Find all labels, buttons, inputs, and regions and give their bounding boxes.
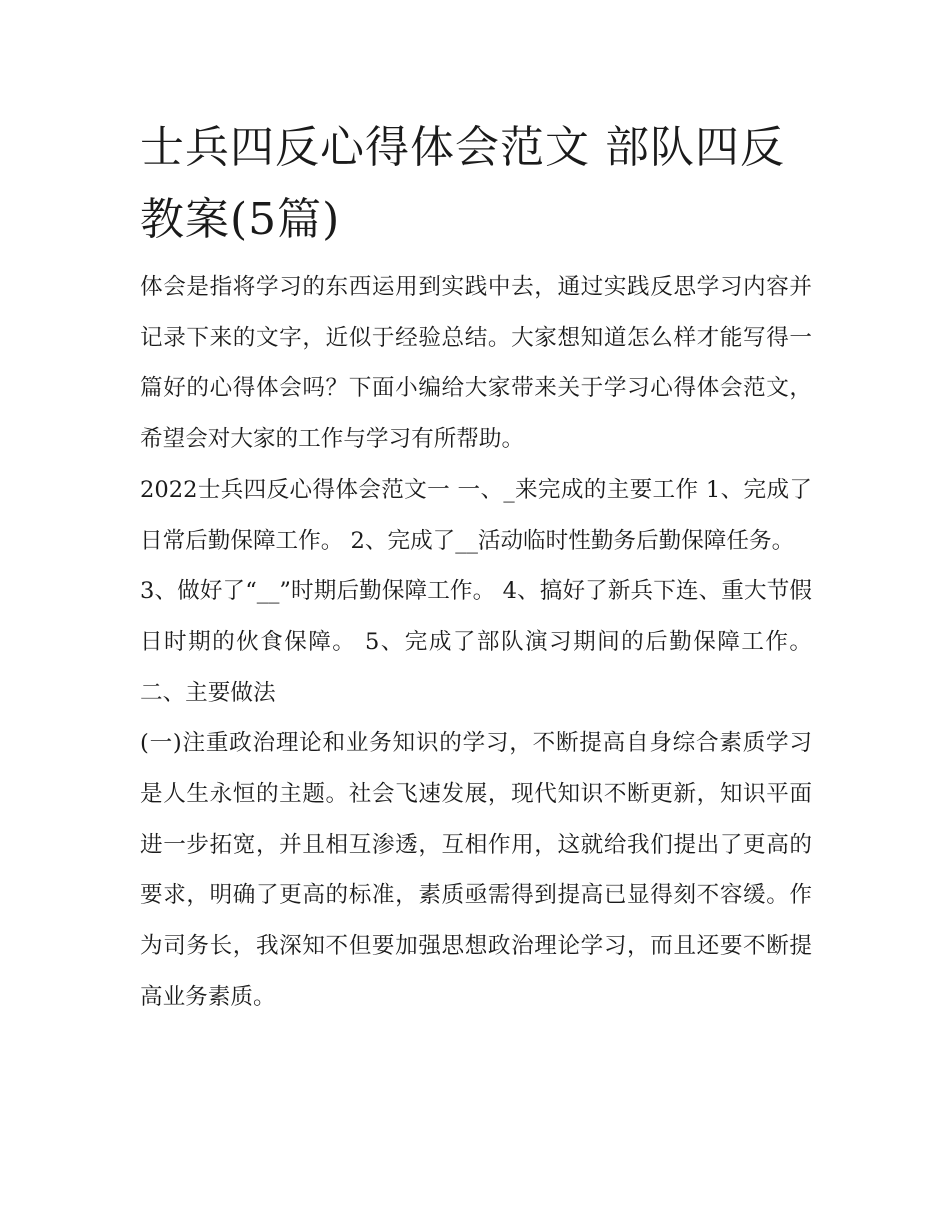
paragraph-work-summary: 2022士兵四反心得体会范文一 一、_来完成的主要工作 1、完成了日常后勤保障工作。 2、完成了__活动临时性勤务后勤保障任务。 <box>140 476 812 554</box>
paragraph-study: (一)注重政治理论和业务知识的学习，不断提高自身综合素质学习是人生永恒的主题。社会飞速发展，现代知识不断更新，知识平面进一步拓宽，并且相互渗透，互相作用，这就给我们提出了更高的要求，明确了更高的标准，素质亟需得到提高已显得刻不容缓。作为司务长，我深知不但要加强思想政治理论学习，而且还要不断提高业务素质。 <box>140 730 812 1010</box>
document-content <box>140 112 812 1023</box>
paragraph-intro: 体会是指将学习的东西运用到实践中去，通过实践反思学习内容并记录下来的文字，近似于经验总结。大家想知道怎么样才能写得一篇好的心得体会吗？下面小编给大家带来关于学习心得体会范文，希望会对大家的工作与学习有所帮助。 <box>140 274 812 453</box>
document-title: 士兵四反心得体会范文 部队四反教案(5篇) <box>140 122 785 245</box>
paragraph-work-items: 3、做好了“__”时期后勤保障工作。 4、搞好了新兵下连、重大节假日时期的伙食保障。 5、完成了部队演习期间的后勤保障工作。 二、主要做法 <box>140 578 812 706</box>
